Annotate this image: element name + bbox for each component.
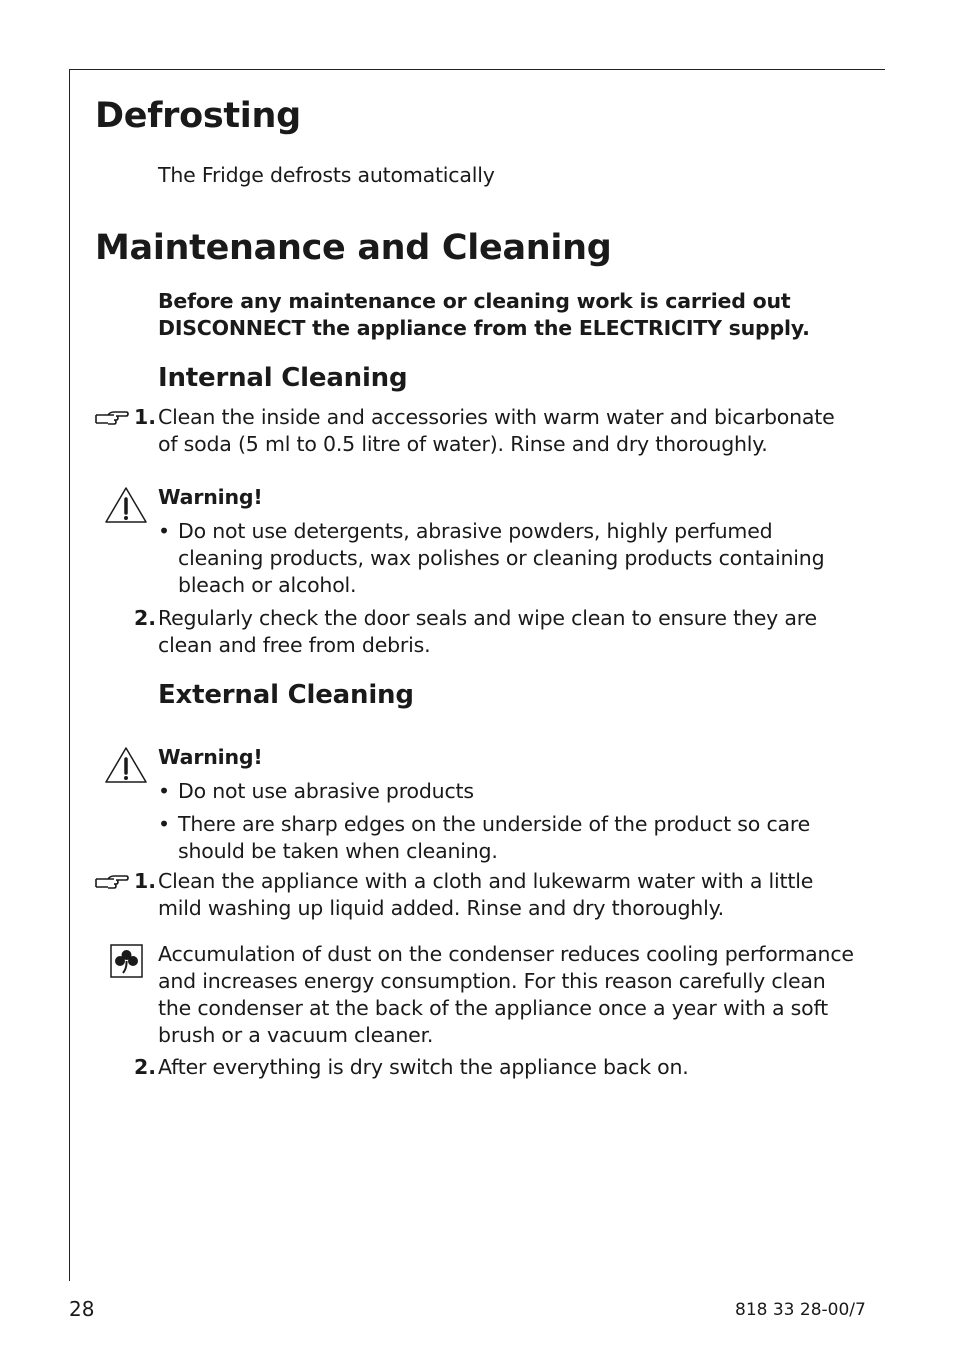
internal-step2-number: 2. (134, 606, 157, 630)
defrosting-heading: Defrosting (95, 96, 301, 136)
bullet-marker: • (158, 812, 170, 836)
disconnect-warning: Before any maintenance or cleaning work is carried out DISCONNECT the appliance from the ELECTRICITY supply. (158, 289, 810, 340)
bullet-marker: • (158, 519, 170, 543)
page-number: 28 (69, 1297, 95, 1321)
top-rule (69, 69, 885, 70)
external-step2-number: 2. (134, 1055, 157, 1079)
internal-warning-label: Warning! (158, 485, 263, 509)
document-code: 818 33 28-00/7 (735, 1300, 866, 1320)
defrost-text: The Fridge defrosts automatically (158, 163, 495, 187)
external-cleaning-heading: External Cleaning (158, 680, 414, 710)
pointing-hand-icon (94, 872, 130, 892)
warning-triangle-icon (104, 746, 148, 784)
pointing-hand-icon (94, 408, 130, 428)
internal-warning-bullet-text: Do not use detergents, abrasive powders, highly perfumed cleaning products, wax polishes or cleaning products containing bleach or alcohol. (178, 519, 825, 597)
internal-step1-number: 1. (134, 405, 157, 429)
external-warning-label: Warning! (158, 745, 263, 769)
external-step2-text: After everything is dry switch the appliance back on. (158, 1055, 689, 1079)
internal-step1-text: Clean the inside and accessories with warm water and bicarbonate of soda (5 ml to 0.5 litre of water). Rinse and dry thoroughly. (158, 405, 835, 456)
external-bullet2-text: There are sharp edges on the underside of the product so care should be taken when cleaning. (178, 812, 811, 863)
warning-triangle-icon (104, 486, 148, 524)
bullet-marker: • (158, 779, 170, 803)
clover-environment-icon (110, 944, 143, 978)
left-rule (69, 69, 70, 1281)
internal-cleaning-heading: Internal Cleaning (158, 363, 408, 393)
external-bullet1-text: Do not use abrasive products (178, 779, 474, 803)
maintenance-heading: Maintenance and Cleaning (95, 228, 612, 268)
external-step1-text: Clean the appliance with a cloth and lukewarm water with a little mild washing up liquid added. Rinse and dry thoroughly. (158, 869, 814, 920)
environment-note: Accumulation of dust on the condenser reduces cooling performance and increases energy consumption. For this reason carefully clean the condenser at the back of the appliance once a year with a soft brush or a vacuum cleaner. (158, 942, 854, 1047)
internal-step2-text: Regularly check the door seals and wipe clean to ensure they are clean and free from debris. (158, 606, 817, 657)
external-step1-number: 1. (134, 869, 157, 893)
